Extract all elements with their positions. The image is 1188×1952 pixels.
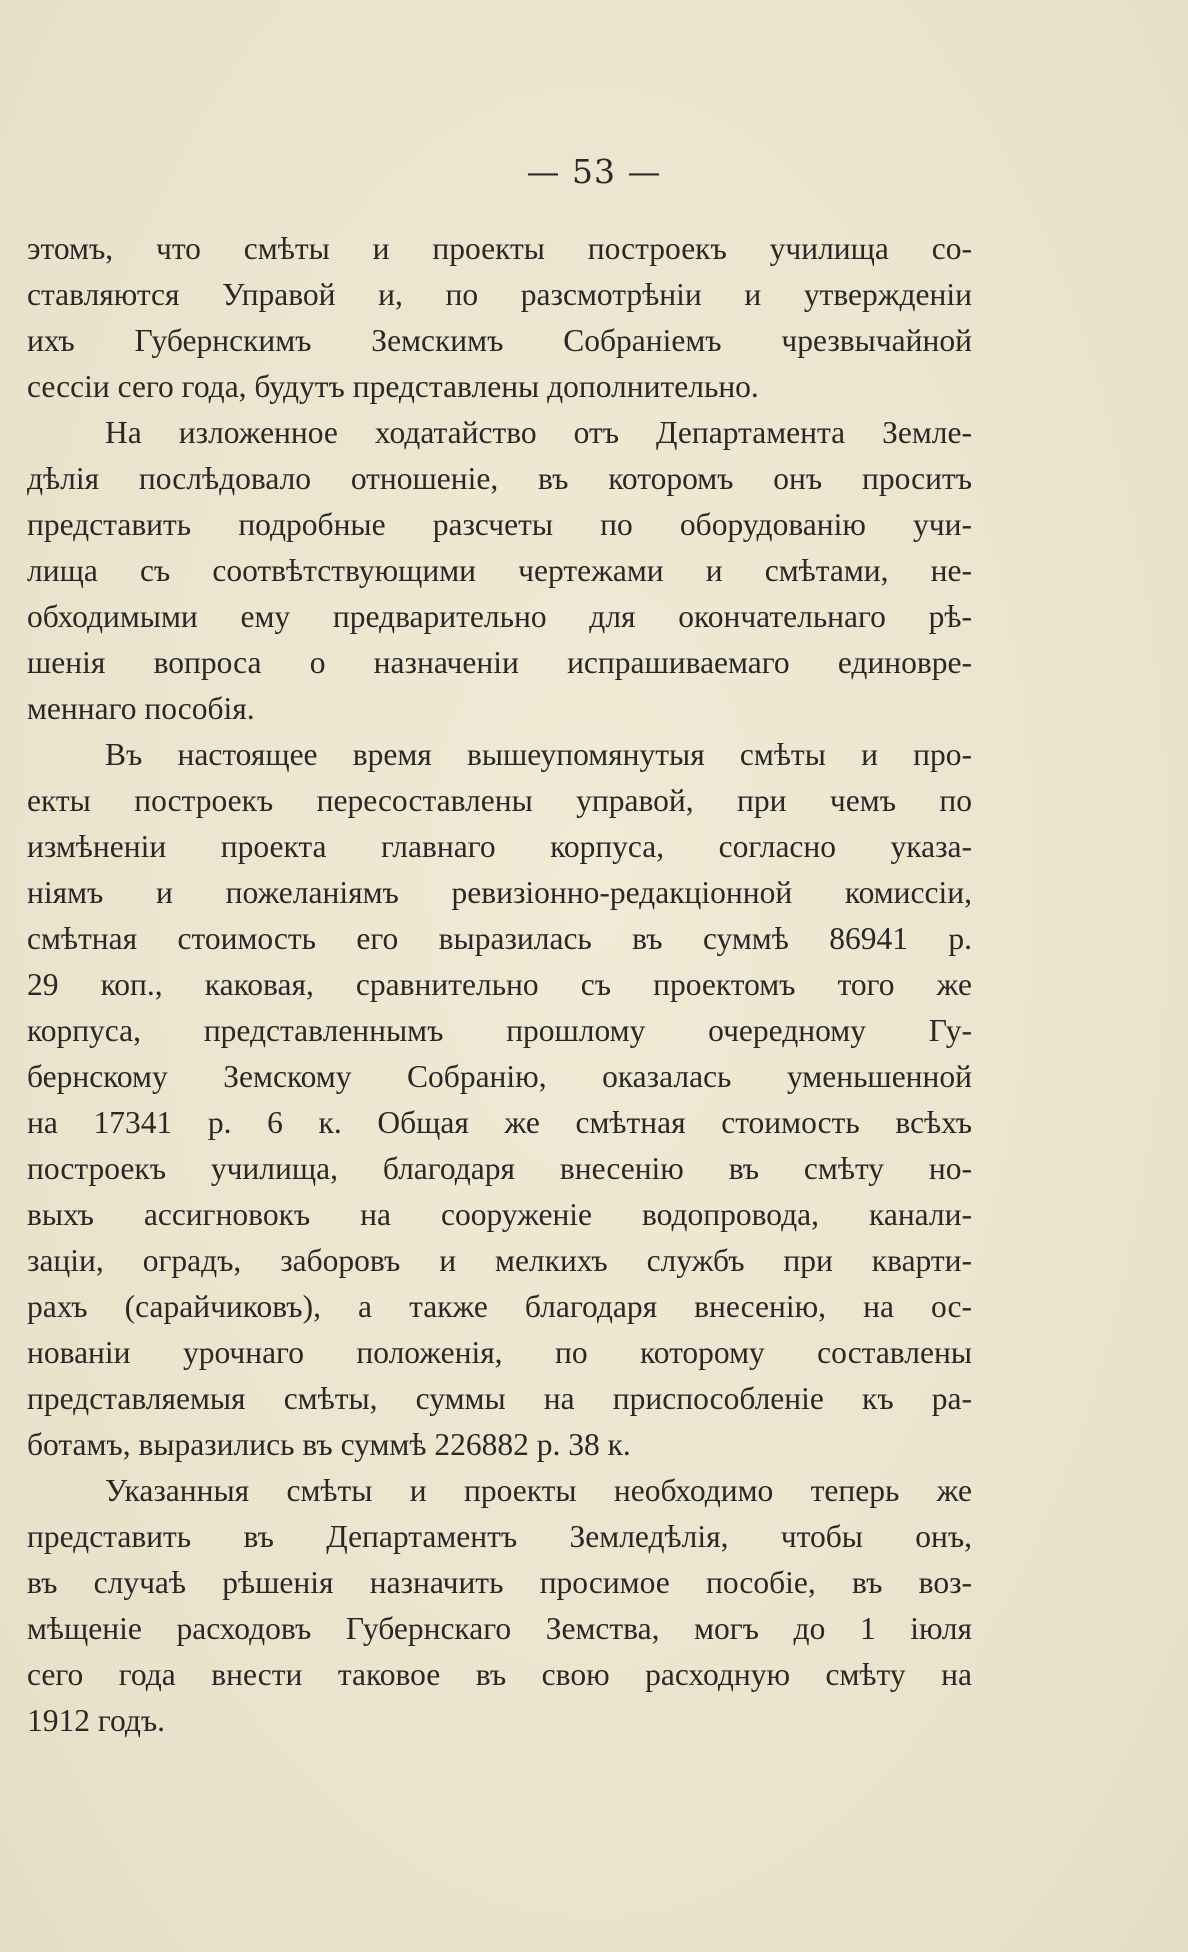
text-line: ихъ Губернскимъ Земскимъ Собраніемъ чрезвычайной <box>27 323 972 358</box>
text-line: ставляются Управой и, по разсмотрѣніи и утвержденіи <box>27 277 972 312</box>
text-line: мѣщеніе расходовъ Губернскаго Земства, могъ до 1 іюля <box>27 1611 972 1646</box>
text-line: построекъ училища, благодаря внесенію въ смѣту но- <box>27 1151 972 1186</box>
body-text <box>27 226 972 1744</box>
text-line: выхъ ассигновокъ на сооруженіе водопровода, канали- <box>27 1197 972 1232</box>
page-number: — 53 — <box>526 152 662 191</box>
text-line: представляемыя смѣты, суммы на приспособленіе къ ра- <box>27 1381 972 1416</box>
text-line: 29 коп., каковая, сравнительно съ проектомъ того же <box>27 967 972 1002</box>
text-line: бернскому Земскому Собранію, оказалась уменьшенной <box>27 1059 972 1094</box>
text-line: сессіи сего года, будутъ представлены дополнительно. <box>27 369 759 404</box>
text-line: въ случаѣ рѣшенія назначить просимое пособіе, въ воз- <box>27 1565 972 1600</box>
paragraph-1 <box>27 226 972 410</box>
text-line: обходимыми ему предварительно для окончательнаго рѣ- <box>27 599 972 634</box>
text-line: 1912 годъ. <box>27 1703 166 1738</box>
text-line: представить подробные разсчеты по оборудованію учи- <box>27 507 972 542</box>
paragraph-4 <box>27 1468 972 1744</box>
text-line: смѣтная стоимость его выразилась въ суммѣ 86941 р. <box>27 921 972 956</box>
text-line: рахъ (сарайчиковъ), а также благодаря внесенію, на ос- <box>27 1289 972 1324</box>
text-line: шенія вопроса о назначеніи испрашиваемаго единовре- <box>27 645 972 680</box>
text-line: На изложенное ходатайство отъ Департамента Земле- <box>105 415 972 450</box>
text-line: Указанныя смѣты и проекты необходимо теперь же <box>105 1473 972 1508</box>
text-line: меннаго пособія. <box>27 691 255 726</box>
text-line: ніямъ и пожеланіямъ ревизіонно-редакціонной комиссіи, <box>27 875 972 910</box>
text-line: представить въ Департаментъ Земледѣлія, чтобы онъ, <box>27 1519 972 1554</box>
text-line: измѣненіи проекта главнаго корпуса, согласно указа- <box>27 829 972 864</box>
text-line: заціи, оградъ, заборовъ и мелкихъ службъ при кварти- <box>27 1243 972 1278</box>
text-line: на 17341 р. 6 к. Общая же смѣтная стоимость всѣхъ <box>27 1105 972 1140</box>
paragraph-2 <box>27 410 972 732</box>
text-line: екты построекъ пересоставлены управой, при чемъ по <box>27 783 972 818</box>
text-line: дѣлія послѣдовало отношеніе, въ которомъ онъ проситъ <box>27 461 972 496</box>
text-line: нованіи урочнаго положенія, по которому составлены <box>27 1335 972 1370</box>
text-line: этомъ, что смѣты и проекты построекъ училища со- <box>27 231 972 266</box>
text-line: сего года внести таковое въ свою расходную смѣту на <box>27 1657 972 1692</box>
text-line: лища съ соотвѣтствующими чертежами и смѣтами, не- <box>27 553 972 588</box>
text-line: Въ настоящее время вышеупомянутыя смѣты и про- <box>105 737 972 772</box>
paragraph-3 <box>27 732 972 1468</box>
text-line: ботамъ, выразились въ суммѣ 226882 р. 38 к. <box>27 1427 631 1462</box>
text-line: корпуса, представленнымъ прошлому очередному Гу- <box>27 1013 972 1048</box>
